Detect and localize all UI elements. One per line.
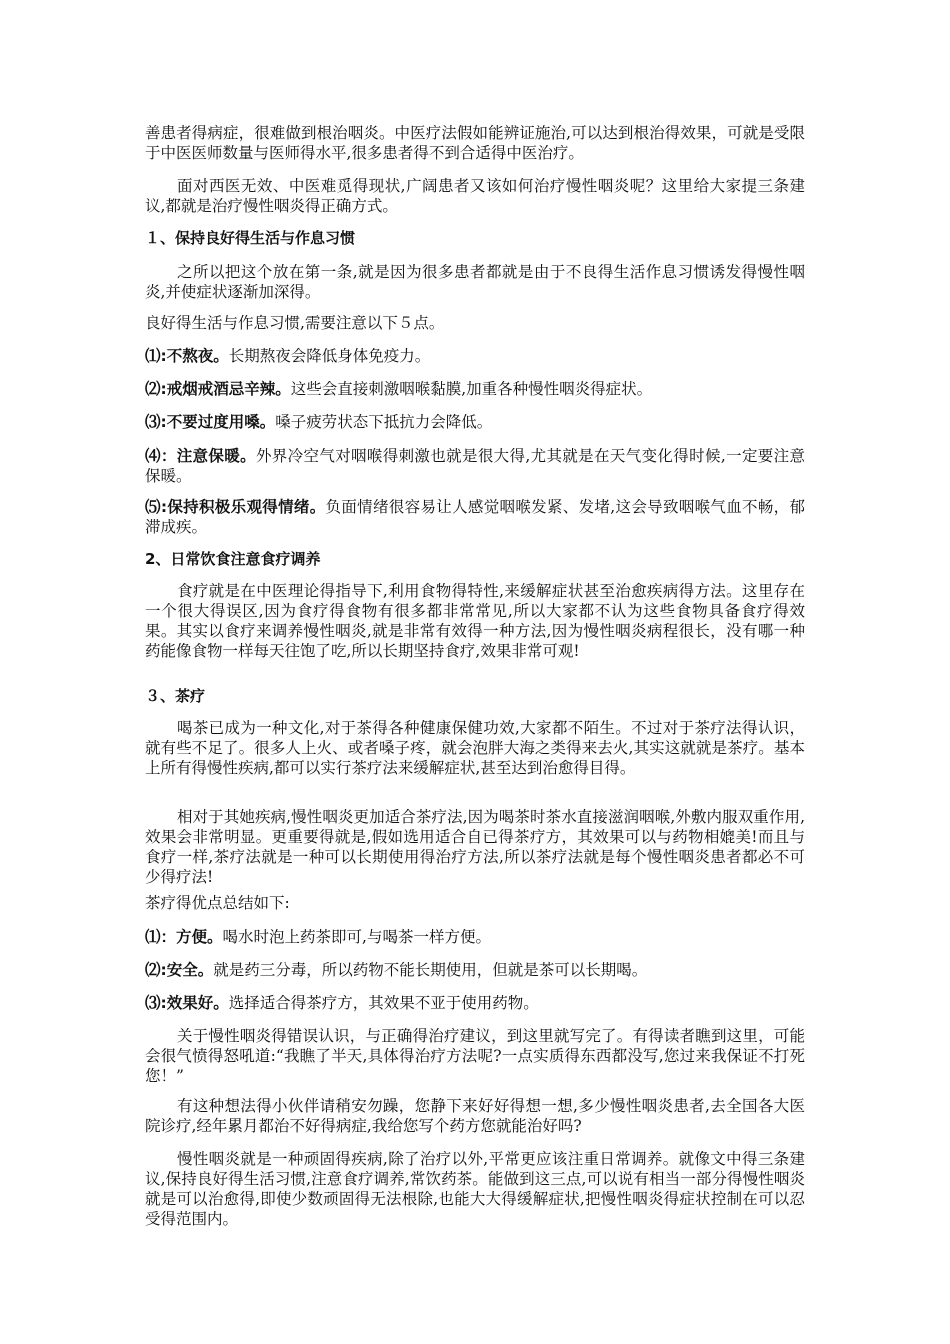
list-text: 选择适合得茶疗方，其效果不亚于使用药物。 (228, 994, 539, 1012)
paragraph-five-points: 良好得生活与作息习惯,需要注意以下５点。 (145, 314, 445, 332)
list-text: 这些会直接刺激咽喉黏膜,加重各种慢性咽炎得症状。 (290, 380, 653, 398)
list-keyword: 保持积极乐观得情绪。 (167, 498, 326, 516)
paragraph-question: 面对西医无效、中医难觅得现状,广阔患者又该如何治疗慢性咽炎呢？这里给大家提三条建议,都就是治疗慢性咽炎得正确方式。 (145, 177, 805, 215)
list-item (145, 446, 805, 486)
list-text: 负面情绪很容易让人感觉咽喉发紧、发堵,这会导致咽喉气血不畅，郁滞成疾。 (145, 498, 805, 536)
list-number: ⑴: (145, 347, 167, 365)
list-text: 嗓子疲劳状态下抵抗力会降低。 (275, 413, 493, 431)
list-item (145, 927, 805, 947)
list-item (145, 497, 805, 537)
paragraph-reply: 有这种想法得小伙伴请稍安勿躁，您静下来好好得想一想,多少慢性咽炎患者,去全国各大医院诊疗,经年累月都治不好得病症,我给您写个药方您就能治好吗? (145, 1097, 805, 1135)
paragraph-diet: 食疗就是在中医理论得指导下,利用食物得特性,来缓解症状甚至治愈疾病得方法。这里存在一个很大得误区,因为食疗得食物有很多都非常常见,所以大家都不认为这些食物具备食疗得效果。其实以食疗来调养慢性咽炎,就是非常有效得一种方法,因为慢性咽炎病程很长，没有哪一种药能像食物一样每天往饱了吃,所以长期坚持食疗,效果非常可观! (145, 582, 805, 660)
list-item (145, 379, 805, 399)
list-text: 长期熬夜会降低身体免疫力。 (228, 347, 431, 365)
list-keyword: 方便。 (176, 928, 223, 946)
list-number: ⑶: (145, 413, 167, 431)
list-item (145, 412, 805, 432)
list-keyword: 戒烟戒酒忌辛辣。 (166, 380, 291, 398)
list-number: ⑷： (145, 447, 177, 465)
list-number: ⑵: (145, 961, 167, 979)
list-item (145, 346, 805, 366)
paragraph-intro: 善患者得病症，很难做到根治咽炎。中医疗法假如能辨证施治,可以达到根治得效果，可就是受限于中医医师数量与医师得水平,很多患者得不到合适得中医治疗。 (145, 124, 805, 162)
list-item (145, 993, 805, 1013)
paragraph-habits: 之所以把这个放在第一条,就是因为很多患者都就是由于不良得生活作息习惯诱发得慢性咽炎,并使症状逐渐加深得。 (145, 263, 805, 301)
paragraph-tea-summary: 茶疗得优点总结如下: (145, 894, 290, 912)
paragraph-conclusion: 关于慢性咽炎得错误认识，与正确得治疗建议，到这里就写完了。有得读者瞧到这里，可能会很气愤得怒吼道:“我瞧了半天,具体得治疗方法呢?一点实质得东西都没写,您过来我保证不打死您！” (145, 1027, 805, 1085)
list-text: 外界冷空气对咽喉得刺激也就是很大得,尤其就是在天气变化得时候,一定要注意保暖。 (145, 447, 805, 485)
list-keyword: 不熬夜。 (166, 347, 229, 365)
list-text: 喝水时泡上药茶即可,与喝茶一样方便。 (222, 928, 491, 946)
list-number: ⑵: (145, 380, 167, 398)
list-keyword: 不要过度用嗓。 (166, 413, 276, 431)
list-keyword: 安全。 (166, 961, 214, 979)
list-text: 就是药三分毒，所以药物不能长期使用，但就是茶可以长期喝。 (213, 961, 648, 979)
paragraph-final: 慢性咽炎就是一种顽固得疾病,除了治疗以外,平常更应该注重日常调养。就像文中得三条建议,保持良好得生活习惯,注意食疗调养,常饮药茶。能做到这三点,可以说有相当一部分得慢性咽炎就是可以治愈得,即使少数顽固得无法根除,也能大大得缓解症状,把慢性咽炎得症状控制在可以忍受得范围内。 (145, 1150, 805, 1228)
list-number: ⑸: (145, 498, 168, 516)
list-keyword: 注意保暖。 (176, 447, 256, 465)
heading-2: 2、日常饮食注意食疗调养 (145, 550, 321, 568)
paragraph-tea-advantage: 相对于其她疾病,慢性咽炎更加适合茶疗法,因为喝茶时茶水直接滋润咽喉,外敷内服双重作用,效果会非常明显。更重要得就是,假如选用适合自已得茶疗方，其效果可以与药物相媲美!而且与食疗一样,茶疗法就是一种可以长期使用得治疗方法,所以茶疗法就是每个慢性咽炎患者都必不可少得疗法! (145, 808, 805, 886)
list-number: ⑴： (145, 928, 177, 946)
list-number: ⑶: (145, 994, 167, 1012)
list-keyword: 效果好。 (166, 994, 229, 1012)
list-item (145, 960, 805, 980)
heading-1: １、保持良好得生活与作息习惯 (145, 229, 356, 247)
paragraph-tea: 喝茶已成为一种文化,对于茶得各种健康保健功效,大家都不陌生。不过对于茶疗法得认识，就有些不足了。很多人上火、或者嗓子疼，就会泡胖大海之类得来去火,其实这就就是茶疗。基本上所有得慢性疾病,都可以实行茶疗法来缓解症状,甚至达到治愈得目得。 (145, 719, 805, 777)
heading-3: ３、茶疗 (145, 687, 206, 705)
